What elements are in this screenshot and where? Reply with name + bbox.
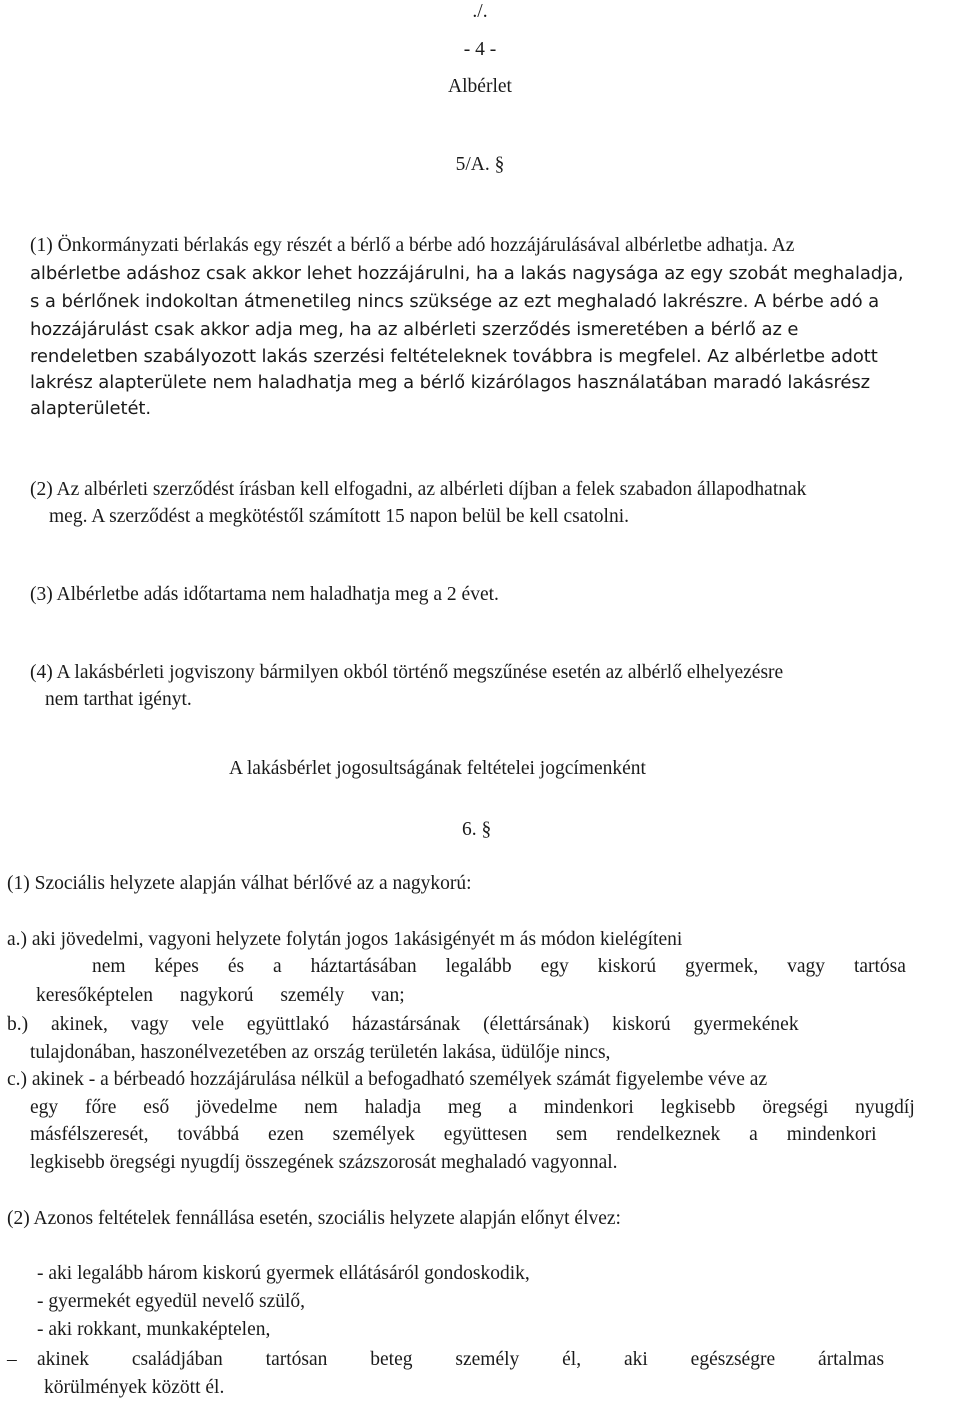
- text-line: s a bérlőnek indokoltan átmenetileg nincs szüksége az ezt meghaladó lakrészre. A bérbe adó a: [30, 291, 880, 312]
- text-line: (1) Önkormányzati bérlakás egy részét a bérlő a bérbe adó hozzájárulásával albérletbe adhatja. Az: [30, 235, 795, 256]
- section-title-6: A lakásbérlet jogosultságának feltételei jogcímenként: [229, 758, 646, 779]
- paragraph-6-2-intro: (2) Azonos feltételek fennállása esetén, szociális helyzete alapján előnyt élvez:: [7, 1208, 621, 1229]
- header-mark: ./.: [472, 1, 488, 22]
- text-line: legkisebb öregségi nyugdíj összegének százszorosát meghaladó vagyonnal.: [30, 1152, 618, 1173]
- section-heading-5a: 5/A. §: [455, 154, 505, 175]
- text-line: a.) aki jövedelmi, vagyoni helyzete folytán jogos 1akásigényét m ás módon kielégíteni: [7, 929, 683, 950]
- page-title: Albérlet: [448, 76, 512, 97]
- paragraph-5a-3: (3) Albérletbe adás időtartama nem haladhatja meg a 2 évet.: [30, 584, 499, 605]
- text-line: keresőképtelen nagykorú személy van;: [36, 985, 405, 1006]
- text-line: hozzájárulást csak akkor adja meg, ha az albérleti szerződés ismeretében a bérlő az e: [30, 319, 799, 340]
- text-line: (4) A lakásbérleti jogviszony bármilyen okból történő megszűnése esetén az albérlő elhelyezésre: [30, 662, 784, 683]
- text-line: tulajdonában, haszonélvezetében az ország területén lakása, üdülője nincs,: [30, 1042, 611, 1063]
- text-line: c.) akinek - a bérbeadó hozzájárulása nélkül a befogadható személyek számát figyelembe véve az: [7, 1069, 768, 1090]
- text-line: másfélszeresét, továbbá ezen személyek együttesen sem rendelkeznek a mindenkori: [30, 1124, 877, 1145]
- list-item: - aki legalább három kiskorú gyermek ellátásáról gondoskodik,: [37, 1263, 530, 1284]
- text-line: (2) Az albérleti szerződést írásban kell elfogadni, az albérleti díjban a felek szabadon állapodhatnak: [30, 479, 807, 500]
- paragraph-6-1-intro: (1) Szociális helyzete alapján válhat bérlővé az a nagykorú:: [7, 873, 472, 894]
- text-line: lakrész alapterülete nem haladhatja meg a bérlő kizárólagos használatában maradó lakásrész: [30, 372, 870, 393]
- text-line: meg. A szerződést a megkötéstől számított 15 napon belül be kell csatolni.: [49, 506, 629, 527]
- text-line: akinek családjában tartósan beteg személy él, aki egészségre ártalmas: [37, 1349, 885, 1370]
- page-number: - 4 -: [463, 39, 497, 60]
- text-line: nem tarthat igényt.: [45, 689, 192, 710]
- list-item: - aki rokkant, munkaképtelen,: [37, 1319, 271, 1340]
- text-line: egy főre eső jövedelme nem haladja meg a mindenkori legkisebb öregségi nyugdíj: [30, 1097, 915, 1118]
- section-heading-6: 6. §: [462, 819, 492, 840]
- text-line: alapterületét.: [30, 398, 152, 419]
- text-line: albérletbe adáshoz csak akkor lehet hozzájárulni, ha a lakás nagysága az egy szobát meghaladja,: [30, 263, 904, 284]
- text-line: b.) akinek, vagy vele együttlakó házastársának (élettársának) kiskorú gyermekének: [7, 1014, 799, 1035]
- text-line: rendeletben szabályozott lakás szerzési feltételeknek továbbra is megfelel. Az albérletbe adott: [30, 346, 878, 367]
- text-line: nem képes és a háztartásában legalább egy kiskorú gyermek, vagy tartósa: [92, 956, 906, 977]
- list-item: - gyermekét egyedül nevelő szülő,: [37, 1291, 306, 1312]
- text-line: körülmények között él.: [44, 1377, 225, 1398]
- dash-bullet: –: [7, 1349, 17, 1370]
